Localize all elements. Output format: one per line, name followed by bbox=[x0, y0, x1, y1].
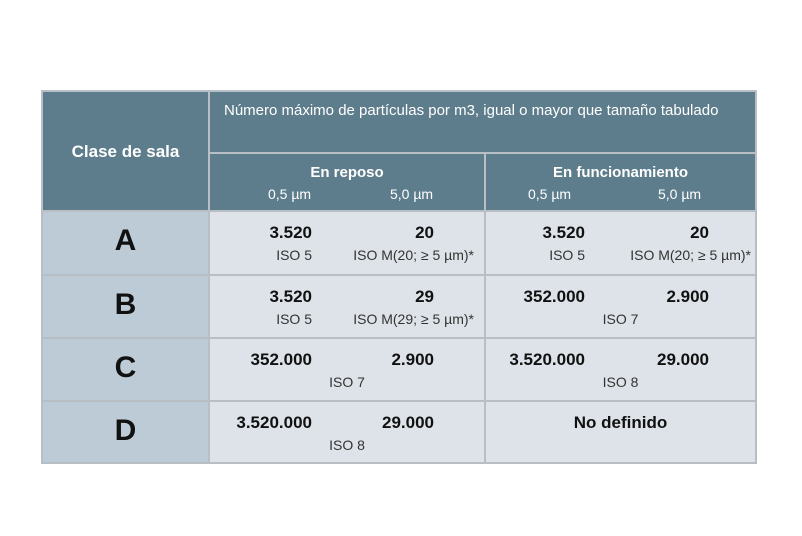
class-label: C bbox=[114, 351, 137, 384]
row-b-rest-cell bbox=[210, 276, 484, 337]
iso-class: ISO 8 bbox=[602, 374, 639, 390]
class-cell-d bbox=[43, 402, 208, 462]
row-c-operation-cell bbox=[486, 339, 755, 400]
class-cell-a bbox=[43, 212, 208, 274]
iso-class-0-5um: ISO 5 bbox=[276, 247, 312, 263]
row-a-rest-cell bbox=[210, 212, 484, 274]
row-d-operation-cell bbox=[486, 402, 755, 462]
rest-state-header bbox=[210, 154, 484, 210]
particle-count-title: Número máximo de partículas por m3, igual o mayor que tamaño tabulado bbox=[224, 102, 719, 119]
row-d-rest-cell bbox=[210, 402, 484, 462]
iso-class-5-0um: ISO M(20; ≥ 5 µm)* bbox=[353, 247, 474, 263]
value-0-5um: 3.520 bbox=[269, 223, 312, 242]
value-0-5um: 3.520.000 bbox=[509, 350, 585, 369]
cleanroom-class-table bbox=[41, 90, 757, 464]
value-5-0um: 29.000 bbox=[382, 413, 434, 432]
class-label: B bbox=[114, 288, 137, 321]
class-label: A bbox=[114, 224, 137, 257]
iso-class-5-0um: ISO M(20; ≥ 5 µm)* bbox=[630, 247, 751, 263]
iso-class-0-5um: ISO 5 bbox=[276, 311, 312, 327]
iso-class: ISO 7 bbox=[602, 311, 639, 327]
operation-state-header bbox=[486, 154, 755, 210]
iso-class-0-5um: ISO 5 bbox=[549, 247, 585, 263]
row-a-operation-cell bbox=[486, 212, 755, 274]
row-b-operation-cell bbox=[486, 276, 755, 337]
value-0-5um: 3.520 bbox=[269, 287, 312, 306]
class-cell-c bbox=[43, 339, 208, 400]
class-cell-b bbox=[43, 276, 208, 337]
value-0-5um: 3.520 bbox=[542, 223, 585, 242]
class-header-label: Clase de sala bbox=[71, 142, 180, 161]
value-5-0um: 20 bbox=[415, 223, 434, 242]
particle-count-header bbox=[210, 92, 755, 152]
operation-size-large-label: 5,0 µm bbox=[658, 186, 702, 202]
iso-class: ISO 8 bbox=[329, 437, 365, 453]
class-column-header bbox=[43, 92, 208, 210]
operation-state-label: En funcionamiento bbox=[553, 164, 688, 181]
rest-size-large-label: 5,0 µm bbox=[390, 186, 434, 202]
rest-size-small-label: 0,5 µm bbox=[268, 186, 312, 202]
value-5-0um: 29.000 bbox=[657, 350, 709, 369]
iso-class: ISO 7 bbox=[329, 374, 365, 390]
value-5-0um: 2.900 bbox=[666, 287, 709, 306]
iso-class-5-0um: ISO M(29; ≥ 5 µm)* bbox=[353, 311, 474, 327]
class-label: D bbox=[114, 414, 137, 447]
value-0-5um: 352.000 bbox=[250, 350, 312, 369]
value-5-0um: 29 bbox=[415, 287, 434, 306]
value-5-0um: 2.900 bbox=[391, 350, 434, 369]
not-defined-text: No definido bbox=[573, 413, 668, 432]
value-0-5um: 352.000 bbox=[523, 287, 585, 306]
value-5-0um: 20 bbox=[690, 223, 709, 242]
operation-size-small-label: 0,5 µm bbox=[528, 186, 572, 202]
value-0-5um: 3.520.000 bbox=[236, 413, 312, 432]
row-c-rest-cell bbox=[210, 339, 484, 400]
rest-state-label: En reposo bbox=[310, 164, 384, 181]
